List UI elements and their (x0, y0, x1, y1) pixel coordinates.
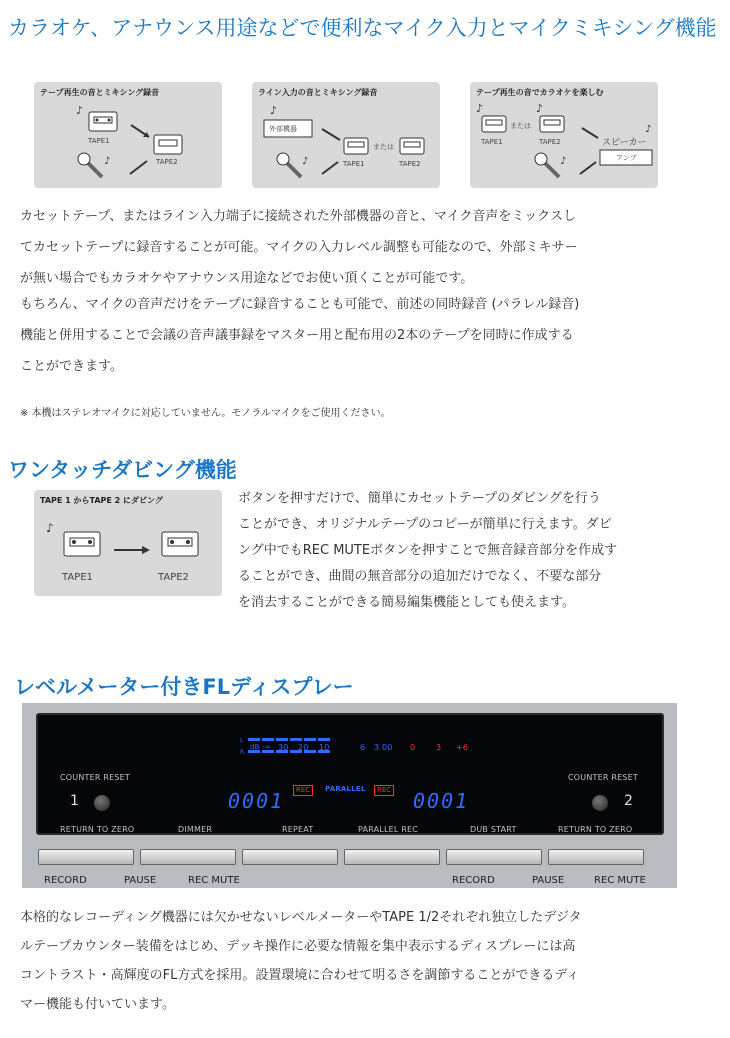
text-line: ング中でもREC MUTEボタンを押すことで無音録音部分を作成す (238, 543, 618, 558)
label-pause-right: PAUSE (532, 875, 565, 886)
illustration-karaoke (470, 82, 658, 188)
paragraph-fl-display (20, 903, 710, 1019)
label-tape2: TAPE2 (539, 138, 561, 146)
label-tape2: TAPE2 (399, 160, 421, 168)
fl-display-photo (22, 703, 677, 888)
meter-scale-00: 00 (382, 743, 393, 752)
meter-channel-r: R (240, 749, 245, 756)
label-tape1: TAPE1 (62, 572, 93, 583)
label-repeat: REPEAT (282, 825, 314, 834)
counter-reset-knob-left[interactable] (94, 795, 110, 811)
text-line: もちろん、マイクの音声だけをテープに録音することも可能で、前述の同時録音 (パラレル録音) (20, 297, 580, 312)
paragraph-mic-mixing (20, 204, 700, 380)
panel-title: テープ再生の音でカラオケを楽しむ (476, 88, 604, 97)
label-speaker: スピーカー (602, 138, 647, 148)
text-line: ることができ、曲間の無音部分の追加だけでなく、不要な部分 (238, 569, 602, 584)
meter-scale-6: 6 (360, 743, 366, 752)
label-tape2: TAPE2 (158, 572, 189, 583)
label-amp: アンプ (616, 154, 637, 162)
cassette-icon (162, 532, 198, 556)
meter-channel-l: L (240, 737, 244, 744)
label-tape2: TAPE2 (156, 158, 178, 166)
text-line: てカセットテープに録音することが可能。マイクの入力レベル調整も可能なので、外部ミキサー (20, 240, 578, 255)
tape-counter-left: 0001 (228, 789, 285, 813)
music-note-icon: ♪ (104, 156, 111, 167)
text-line: ことができ、オリジナルテープのコピーが簡単に行えます。ダビ (238, 517, 612, 532)
counter-reset-label-left: COUNTER RESET (60, 773, 130, 782)
label-record-right: RECORD (452, 875, 495, 886)
rec-indicator-right: REC (374, 785, 394, 796)
parallel-rec-button[interactable] (344, 849, 440, 865)
label-tape1: TAPE1 (343, 160, 365, 168)
illustration-tape-mixing (34, 82, 222, 188)
text-line: ルテープカウンター装備をはじめ、デッキ操作に必要な情報を集中表示するディスプレーには高 (20, 939, 576, 954)
dimmer-button[interactable] (140, 849, 236, 865)
music-note-icon: ♪ (46, 521, 54, 535)
repeat-button[interactable] (242, 849, 338, 865)
music-note-icon: ♪ (76, 104, 84, 117)
tape-mixing-diagram (34, 82, 222, 188)
label-rec-mute-right: REC MUTE (594, 875, 646, 886)
cassette-icon (540, 116, 564, 132)
meter-scale-plus6: +6 (456, 743, 469, 752)
music-note-icon: ♪ (560, 156, 567, 167)
label-return-to-zero-left: RETURN TO ZERO (60, 825, 135, 834)
rec-indicator-left: REC (293, 785, 313, 796)
deck-number-right: 2 (624, 793, 634, 809)
fl-display-screen (36, 713, 664, 835)
counter-reset-label-right: COUNTER RESET (568, 773, 638, 782)
label-record-left: RECORD (44, 875, 87, 886)
label-external-device: 外部機器 (269, 125, 297, 133)
panel-title: ライン入力の音とミキシング録音 (258, 88, 378, 97)
label-return-to-zero-right: RETURN TO ZERO (558, 825, 633, 834)
meter-scale-db: dB -∞ (250, 743, 271, 751)
microphone-icon (535, 153, 559, 177)
text-line: マー機能も付いています。 (20, 997, 175, 1012)
label-tape1: TAPE1 (481, 138, 503, 146)
cassette-icon (344, 138, 368, 154)
label-dimmer: DIMMER (178, 825, 213, 834)
section-title-dubbing: ワンタッチダビング機能 (8, 458, 237, 482)
return-to-zero-button-left[interactable] (38, 849, 134, 865)
section-title-fl-display: レベルメーター付きFLディスプレー (14, 675, 354, 699)
cassette-icon (64, 532, 100, 556)
microphone-icon (277, 153, 301, 177)
text-line: ボタンを押すだけで、簡単にカセットテープのダビングを行う (238, 491, 601, 506)
panel-title: TAPE 1 からTAPE 2 にダビング (40, 496, 163, 505)
meter-scale-3r: 3 (436, 743, 442, 752)
cassette-icon (154, 135, 182, 154)
paragraph-dubbing (238, 486, 678, 616)
illustration-dubbing (34, 490, 222, 596)
music-note-icon: ♪ (270, 104, 278, 117)
music-note-icon: ♪ (536, 102, 544, 115)
arrow-icon (582, 128, 598, 138)
tape-counter-right: 0001 (413, 789, 470, 813)
cassette-icon (482, 116, 506, 132)
meter-scale-30: 30 (278, 743, 289, 752)
meter-scale-20: 20 (298, 743, 309, 752)
parallel-indicator: PARALLEL (325, 785, 366, 793)
text-line: コントラスト・高輝度のFL方式を採用。設置環境に合わせて明るさを調節することができるディ (20, 968, 580, 983)
panel-title: テープ再生の音とミキシング録音 (40, 88, 160, 97)
return-to-zero-button-right[interactable] (548, 849, 644, 865)
section-title-mic-mixing: カラオケ、アナウンス用途などで便利なマイク入力とマイクミキシング機能 (8, 16, 717, 40)
arrow-icon (131, 125, 149, 137)
label-pause-left: PAUSE (124, 875, 157, 886)
text-line: 本格的なレコーディング機器には欠かせないレベルメーターやTAPE 1/2それぞれ独立したデジタ (20, 910, 582, 925)
text-line: を消去することができる簡易編集機能としても使えます。 (238, 595, 575, 610)
meter-scale-3: 3 (374, 743, 380, 752)
arrow-icon (114, 546, 150, 554)
counter-reset-knob-right[interactable] (592, 795, 608, 811)
meter-scale-0: 0 (410, 743, 416, 752)
meter-scale-10: 10 (319, 743, 330, 752)
deck-number-left: 1 (70, 793, 80, 809)
line-mixing-diagram (252, 82, 440, 188)
text-line: カセットテープ、またはライン入力端子に接続された外部機器の音と、マイク音声をミックスし (20, 209, 577, 224)
cassette-icon (89, 112, 117, 131)
music-note-icon: ♪ (645, 124, 652, 135)
arrow-icon (322, 162, 338, 174)
label-tape1: TAPE1 (88, 137, 110, 145)
arrow-icon (322, 129, 340, 140)
microphone-icon (78, 153, 102, 177)
label-parallel-rec: PARALLEL REC (358, 825, 419, 834)
arrow-icon (580, 162, 596, 174)
music-note-icon: ♪ (302, 156, 309, 167)
label-rec-mute-left: REC MUTE (188, 875, 240, 886)
label-or: または (510, 122, 531, 130)
label-dub-start: DUB START (470, 825, 517, 834)
illustration-line-mixing (252, 82, 440, 188)
text-line: 機能と併用することで会議の音声議事録をマスター用と配布用の2本のテープを同時に作成する (20, 328, 574, 343)
text-line: が無い場合でもカラオケやアナウンス用途などでお使い頂くことが可能です。 (20, 271, 474, 286)
label-or: または (373, 143, 394, 151)
text-line: ことができます。 (20, 359, 123, 374)
arrow-icon (130, 161, 147, 174)
dub-start-button[interactable] (446, 849, 542, 865)
music-note-icon: ♪ (476, 102, 484, 115)
note-mono-mic: ※ 本機はステレオマイクに対応していません。モノラルマイクをご使用ください。 (20, 408, 391, 419)
cassette-icon (400, 138, 424, 154)
